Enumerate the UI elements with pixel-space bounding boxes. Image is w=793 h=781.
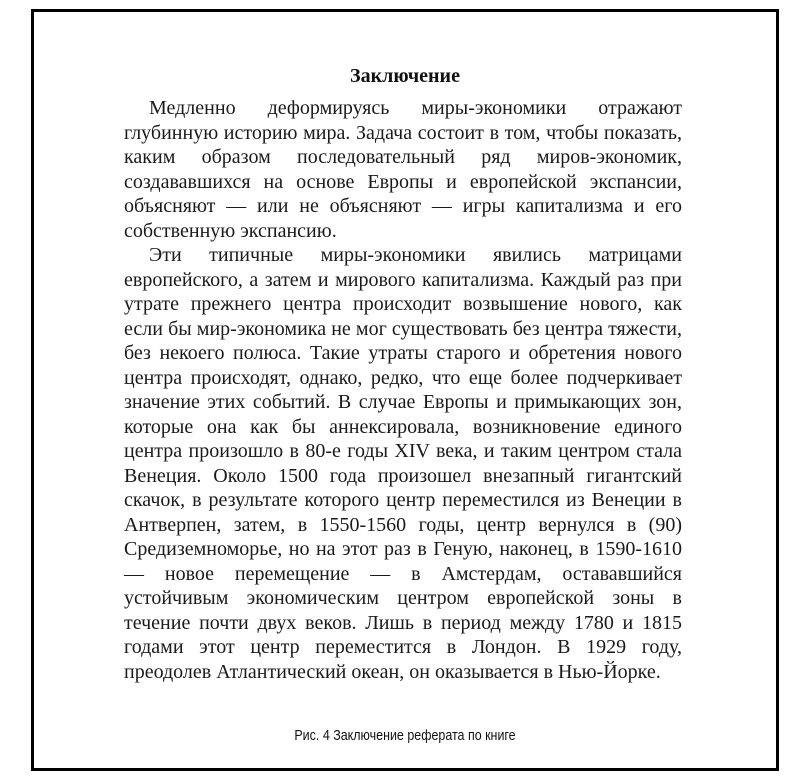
page-title-text: Заключение xyxy=(350,65,460,87)
figure-caption: Рис. 4 Заключение реферата по книге xyxy=(294,728,516,744)
paragraph: Эти типичные миры-экономики явились матрицами европейского, а затем и мирового капитализма. Каждый раз при утрате прежнего центра происходит возвышение нового, как если бы мир-экономика не мог существовать без центра тяжести, без некоего полюса. Такие утраты старого и обретения нового центра происходят, однако, редко, что еще более подчеркивает значение этих событий. В случае Европы и примыкающих зон, которые она как бы аннексировала, возникновение единого центра произошло в 80-е годы XIV века, и таким центром стала Венеция. Около 1500 года произошел внезапный гигантский скачок, в результате которого центр переместился из Венеции в Антверпен, затем, в 1550-1560 годы, центр вернулся в (90) Средиземноморье, но на этот раз в Геную, наконец, в 1590-1610 — новое перемещение — в Амстердам, остававшийся устойчивым экономическим центром европейской зоны в течение почти двух веков. Лишь в период между 1780 и 1815 годами этот центр переместится в Лондон. В 1929 году, преодолев Атлантический океан, он оказывается в Нью-Йорке. xyxy=(124,244,682,683)
paragraph: Медленно деформируясь миры-экономики отражают глубинную историю мира. Задача состоит в том, чтобы показать, каким образом последовательный ряд миров-экономик, создававшихся на основе Европы и европейской экспансии, объясняют — или не объясняют — игры капитализма и его собственную экспансию. xyxy=(124,97,682,242)
document-body xyxy=(124,96,682,684)
document-frame xyxy=(31,9,779,771)
page-title xyxy=(34,65,776,88)
